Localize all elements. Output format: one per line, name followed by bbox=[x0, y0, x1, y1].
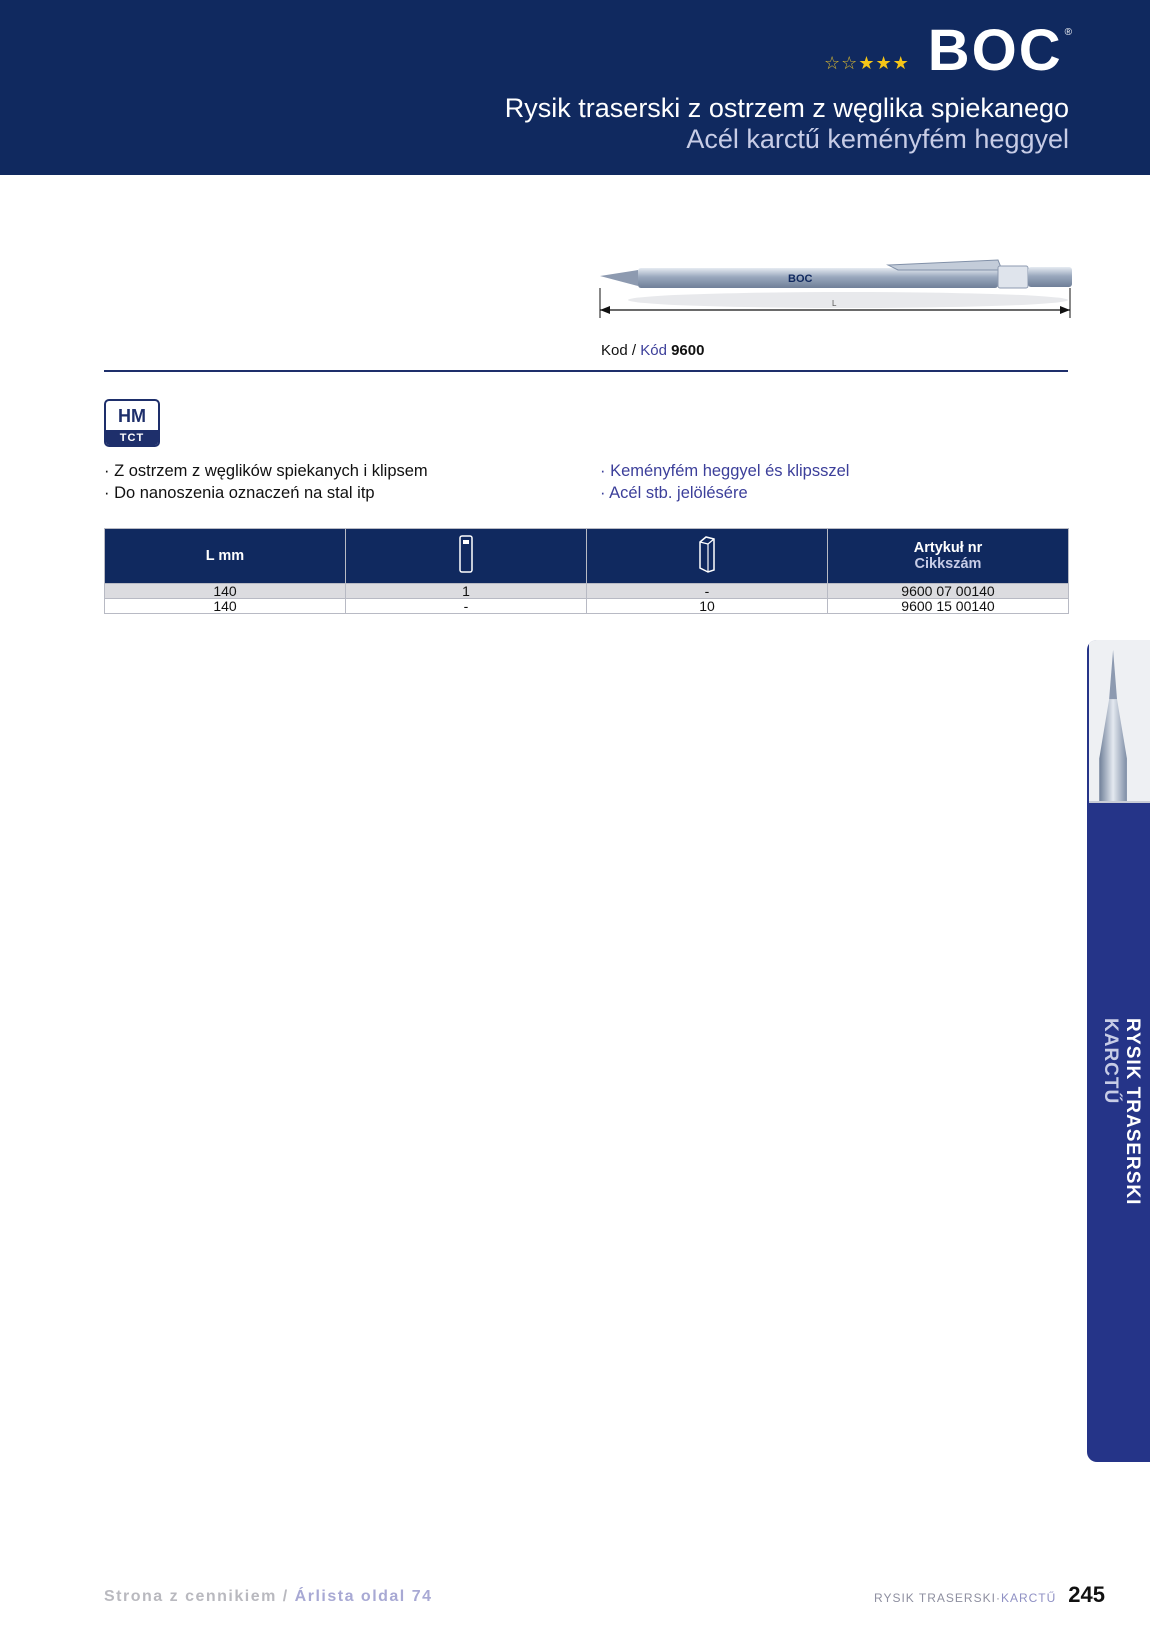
features-hu bbox=[600, 460, 849, 504]
table-header-row bbox=[105, 529, 1069, 584]
cell-article: 9600 15 00140 bbox=[828, 599, 1069, 614]
cell-pack2: 10 bbox=[587, 599, 828, 614]
page-header bbox=[0, 0, 1150, 175]
box-pack-header bbox=[587, 529, 828, 584]
hm-tct-badge bbox=[104, 399, 160, 447]
scriber-tip-image bbox=[1089, 640, 1150, 803]
cell-length: 140 bbox=[105, 599, 346, 614]
dimension-label: L bbox=[832, 299, 837, 308]
box-pack-icon bbox=[698, 534, 716, 574]
side-tab-label-hu: KARCTŰ bbox=[1100, 1018, 1121, 1105]
article-header-pl: Artykuł nr bbox=[913, 540, 983, 556]
boc-logo bbox=[824, 18, 1072, 83]
price-list-pl: Strona z cennikiem / bbox=[104, 1588, 289, 1605]
length-header: L mm bbox=[105, 529, 346, 584]
article-header bbox=[828, 529, 1069, 584]
code-label-pl: Kod bbox=[601, 342, 628, 359]
table-row bbox=[105, 584, 1069, 599]
badge-tct: TCT bbox=[106, 430, 158, 447]
features-pl bbox=[104, 460, 428, 504]
footer-section-sep: · bbox=[995, 1591, 1001, 1605]
section-side-tab bbox=[1087, 640, 1150, 1462]
single-pack-icon bbox=[458, 534, 474, 574]
side-tab-labels bbox=[1093, 1018, 1150, 1258]
page-number: 245 bbox=[1068, 1582, 1105, 1607]
footer-section-label bbox=[874, 1591, 1056, 1605]
registered-mark: ® bbox=[1064, 27, 1072, 38]
table-row bbox=[105, 599, 1069, 614]
feature-item: · Acél stb. jelölésére bbox=[600, 484, 748, 502]
cell-pack1: 1 bbox=[346, 584, 587, 599]
price-list-hu: Árlista oldal 74 bbox=[294, 1588, 433, 1605]
article-header-hu: Cikkszám bbox=[914, 556, 982, 572]
empty-stars-icon: ☆☆ bbox=[824, 53, 859, 74]
code-label-hu: Kód bbox=[640, 342, 667, 359]
feature-item: · Keményfém heggyel és klipsszel bbox=[600, 462, 850, 480]
article-table bbox=[104, 528, 1069, 614]
cell-pack2: - bbox=[587, 584, 828, 599]
page-title-pl: Rysik traserski z ostrzem z węglika spiekanego bbox=[504, 93, 1069, 123]
page-footer-section bbox=[874, 1582, 1105, 1608]
feature-item: · Do nanoszenia oznaczeń na stal itp bbox=[104, 484, 375, 502]
cell-pack1: - bbox=[346, 599, 587, 614]
code-value: 9600 bbox=[671, 342, 705, 359]
rating-stars bbox=[824, 53, 910, 74]
cell-length: 140 bbox=[105, 584, 346, 599]
code-separator: / bbox=[631, 342, 637, 359]
footer-section-pl: RYSIK TRASERSKI bbox=[874, 1591, 996, 1605]
single-pack-header bbox=[346, 529, 587, 584]
page-title-hu: Acél karctű keményfém heggyel bbox=[686, 124, 1069, 154]
product-brand-label: BOC bbox=[788, 273, 813, 285]
cell-article: 9600 07 00140 bbox=[828, 584, 1069, 599]
badge-hm: HM bbox=[118, 406, 146, 426]
brand-wordmark: BOC bbox=[927, 18, 1063, 83]
full-stars-icon: ★★★ bbox=[858, 53, 910, 74]
feature-item: · Z ostrzem z węglików spiekanych i klipsem bbox=[104, 462, 428, 480]
scriber-product-image bbox=[598, 248, 1074, 328]
side-tab-label-pl: RYSIK TRASERSKI bbox=[1122, 1018, 1143, 1206]
price-list-reference bbox=[104, 1588, 433, 1606]
section-divider bbox=[104, 370, 1068, 372]
product-code bbox=[601, 342, 704, 359]
footer-section-hu: KARCTŰ bbox=[1000, 1591, 1057, 1605]
